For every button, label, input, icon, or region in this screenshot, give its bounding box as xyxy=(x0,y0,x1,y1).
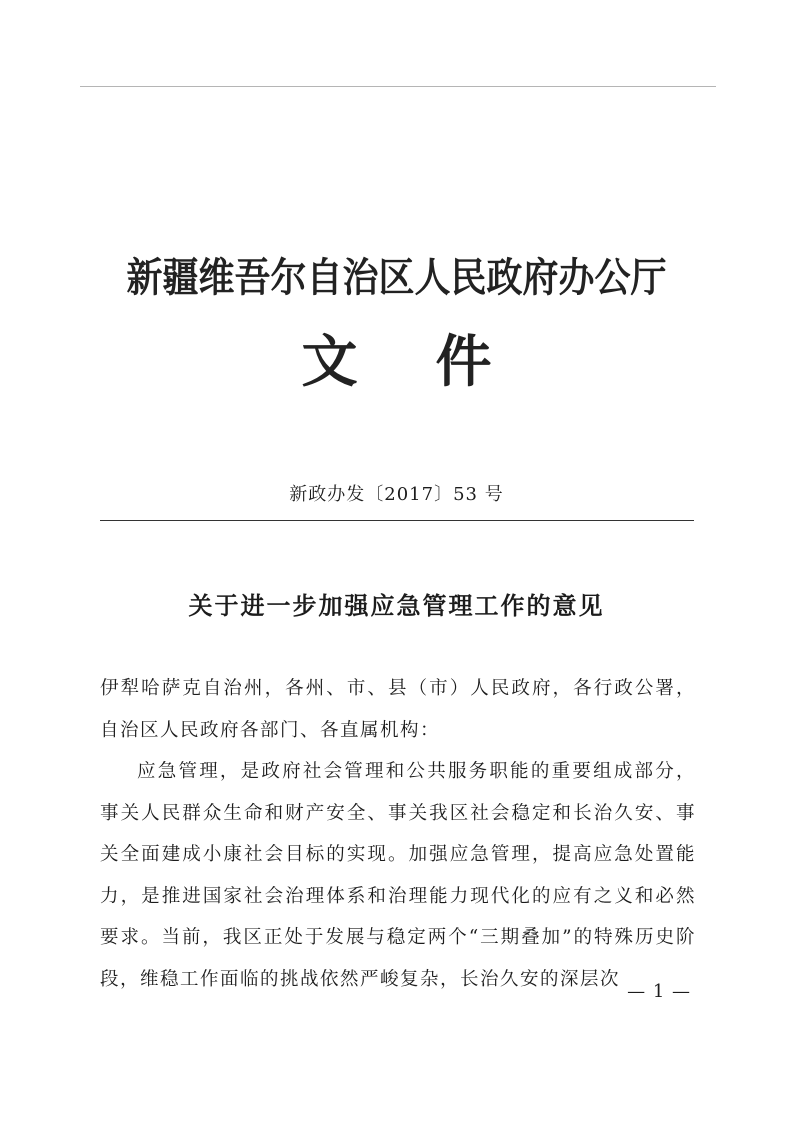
salutation: 伊犁哈萨克自治州，各州、市、县（市）人民政府，各行政公署，自治区人民政府各部门、各直属机构： xyxy=(100,678,696,741)
document-title: 关于进一步加强应急管理工作的意见 xyxy=(188,591,605,620)
document-body xyxy=(100,668,696,1000)
body-paragraph: 应急管理，是政府社会管理和公共服务职能的重要组成部分，事关人民群众生命和财产安全、事关我区社会稳定和长治久安、事关全面建成小康社会目标的实现。加强应急管理，提高应急处置能力，是推进国家社会治理体系和治理能力现代化的应有之义和必然要求。当前，我区正处于发展与稳定两个“三期叠加”的特殊历史阶段，维稳工作面临的挑战依然严峻复杂，长治久安的深层次 xyxy=(100,761,696,990)
document-type: 文件 xyxy=(301,330,570,395)
header-divider xyxy=(100,520,694,521)
page-number: — 1 — xyxy=(627,981,691,1002)
document-number: 新政办发〔2017〕53 号 xyxy=(289,484,504,505)
header-top-rule xyxy=(80,86,716,87)
issuer-name: 新疆维吾尔自治区人民政府办公厅 xyxy=(126,255,667,301)
